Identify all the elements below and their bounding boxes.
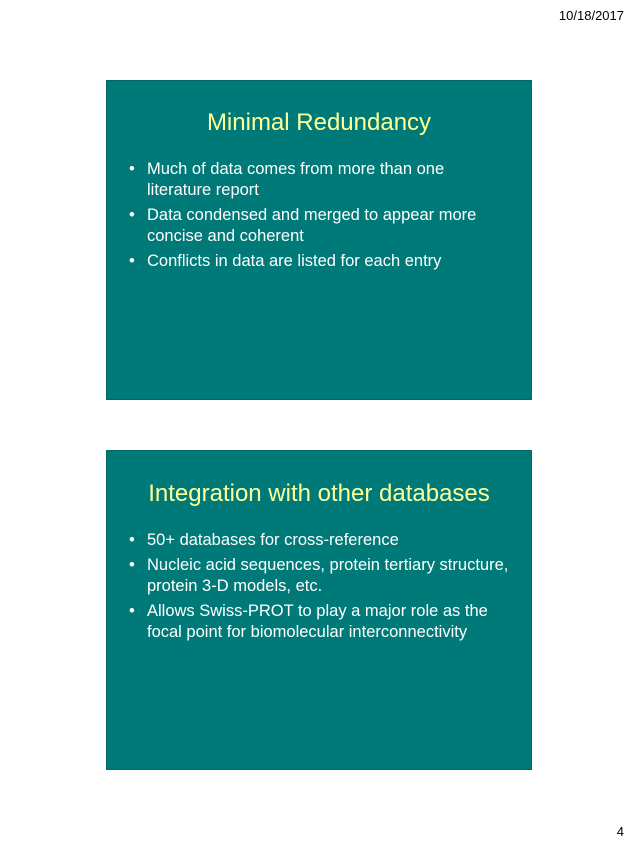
bullet-text: Much of data comes from more than one literature report (147, 160, 445, 199)
page-date: 10/18/2017 (558, 8, 624, 23)
bullet-icon: • (129, 602, 135, 620)
bullet-text: Allows Swiss-PROT to play a major role as the focal point for biomolecular interconnectivity (147, 602, 488, 641)
bullet-item (127, 205, 511, 247)
slide-minimal-redundancy (106, 80, 532, 400)
slide-title: Minimal Redundancy (206, 109, 432, 136)
bullet-icon: • (129, 252, 135, 270)
bullet-text: Conflicts in data are listed for each entry (147, 252, 442, 270)
bullet-item (127, 555, 511, 597)
bullet-item (127, 251, 511, 272)
bullet-icon: • (129, 531, 135, 549)
bullet-text: Data condensed and merged to appear more concise and coherent (147, 206, 477, 245)
bullet-text: Nucleic acid sequences, protein tertiary structure, protein 3-D models, etc. (147, 556, 509, 595)
slide-integration (106, 450, 532, 770)
slide-title: Integration with other databases (148, 480, 490, 507)
page-number: 4 (616, 824, 624, 839)
bullet-item (127, 159, 511, 201)
bullet-icon: • (129, 160, 135, 178)
bullet-list (107, 530, 531, 643)
bullet-icon: • (129, 556, 135, 574)
bullet-item (127, 601, 511, 643)
bullet-list (107, 159, 531, 272)
bullet-text: 50+ databases for cross-reference (147, 531, 399, 549)
bullet-item (127, 530, 511, 551)
bullet-icon: • (129, 206, 135, 224)
